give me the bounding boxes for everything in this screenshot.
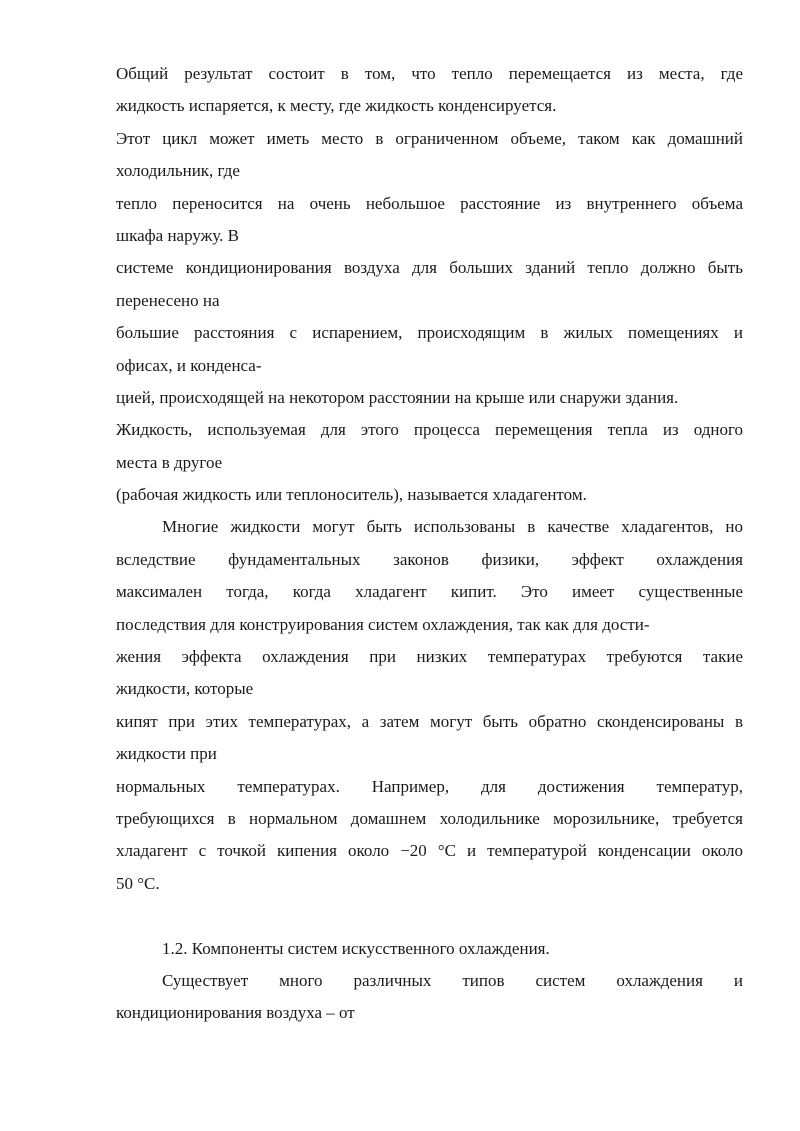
text-line: места в другое [116, 452, 223, 472]
text-line: требующихся в нормальном домашнем холодильнике морозильнике, требуется [116, 808, 743, 828]
text-line: цией, происходящей на некотором расстоянии на крыше или снаружи здания. [116, 387, 679, 407]
text-line: жидкости при [116, 744, 217, 764]
text-line: 50 °C. [116, 873, 160, 893]
document-page [116, 58, 743, 1030]
section-heading: 1.2. Компоненты систем искусственного охлаждения. [162, 938, 550, 958]
text-line: большие расстояния с испарением, происходящим в жилых помещениях и [116, 323, 743, 343]
text-line: перенесено на [116, 290, 220, 310]
text-line: Жидкость, используемая для этого процесса перемещения тепла из одного [116, 420, 743, 440]
text-line: (рабочая жидкость или теплоноситель), называется хладагентом. [116, 485, 587, 505]
text-line: жения эффекта охлаждения при низких температурах требуются такие [116, 647, 743, 667]
text-line: максимален тогда, когда хладагент кипит. Это имеет существенные [116, 582, 743, 602]
text-line: жидкости, которые [116, 679, 254, 699]
final-paragraph [116, 965, 743, 1030]
text-line: кондиционирования воздуха – от [116, 1003, 355, 1023]
text-line: тепло переносится на очень небольшое расстояние из внутреннего объема [116, 193, 743, 213]
text-line: шкафа наружу. В [116, 225, 240, 245]
text-line: Существует много различных типов систем охлаждения и [162, 970, 743, 990]
text-line: системе кондиционирования воздуха для больших зданий тепло должно быть [116, 258, 743, 278]
text-line: хладагент с точкой кипения около −20 °C и температурой конденсации около [116, 841, 743, 861]
text-line: офисах, и конденса- [116, 355, 262, 375]
text-line: Общий результат состоит в том, что тепло перемещается из места, где [116, 64, 743, 83]
text-line: холодильник, где [116, 161, 240, 181]
body-text [116, 58, 743, 900]
text-line: Многие жидкости могут быть использованы в качестве хладагентов, но [162, 517, 743, 537]
blank-line [116, 900, 743, 932]
text-line: нормальных температурах. Например, для достижения температур, [116, 776, 743, 796]
text-line: жидкость испаряется, к месту, где жидкость конденсируется. [116, 96, 557, 116]
text-line: последствия для конструирования систем охлаждения, так как для дости- [116, 614, 650, 634]
text-line: кипят при этих температурах, а затем могут быть обратно сконденсированы в [116, 711, 743, 731]
text-line: вследствие фундаментальных законов физики, эффект охлаждения [116, 549, 743, 569]
text-line: Этот цикл может иметь место в ограниченном объеме, таком как домашний [116, 128, 743, 148]
